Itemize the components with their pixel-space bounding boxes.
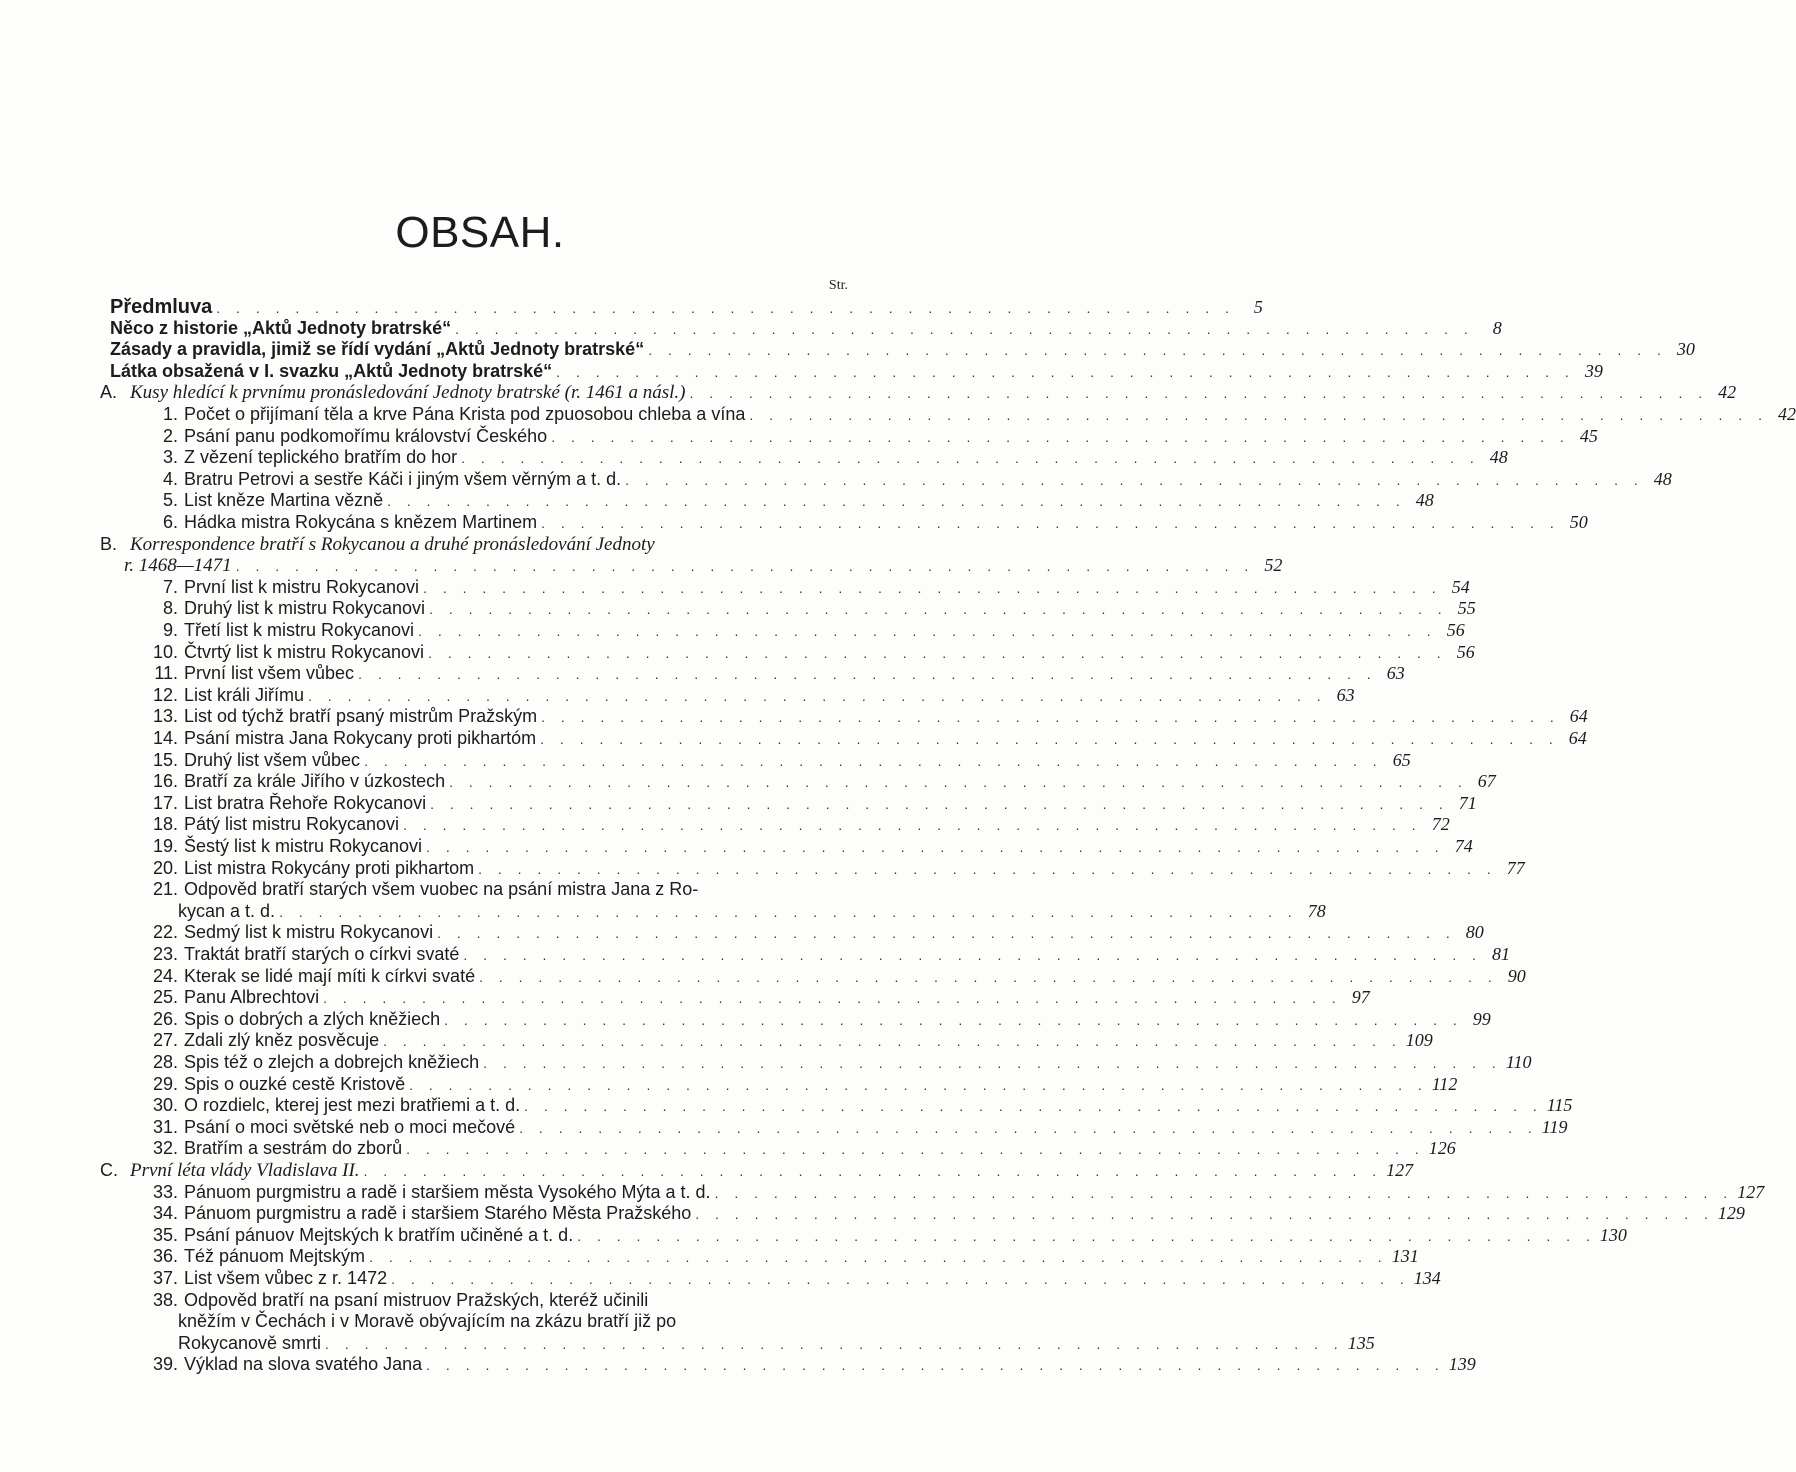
entry-number: 19. [152,836,178,856]
toc-entry [138,879,862,901]
entry-page-number: 67 [1477,771,1496,792]
entry-page-number: 119 [1541,1116,1568,1137]
toc-entry [138,447,1508,469]
entry-page-number: 48 [1415,490,1434,511]
entry-page-number: 131 [1391,1246,1419,1267]
entry-label: Kterak se lidé mají míti k církvi svaté [184,965,476,986]
entry-label: První list všem vůbec [184,663,355,684]
entry-page-number: 97 [1351,987,1370,1008]
entry-number: 4. [162,468,178,489]
page-column-label: Str. [828,278,848,293]
entry-number: 6. [162,512,178,532]
toc-entry [138,900,1326,923]
entry-label: Rokycanově smrti [178,1332,322,1353]
entry-label: Psání pánuov Mejtských k bratřím učiněné a t. d. [184,1224,574,1245]
entry-page-number: 63 [1386,663,1405,684]
leader-dots: . . . . . . . . . . . . . . . . . . . . . . . . . . . . . . . . . . . . . . . . . . . . . . . . . . . . [695,1206,1714,1223]
entry-page-number: 127 [1737,1181,1765,1202]
leader-dots: . . . . . . . . . . . . . . . . . . . . . . . . . . . . . . . . . . . . . . . . . . . . . . . . . . . . [478,860,1497,877]
entry-number: 26. [152,1008,178,1029]
entry-number: C. [100,1160,118,1180]
entry-page-number: 64 [1569,706,1588,727]
entry-number: A. [100,382,118,403]
entry-number: 30. [152,1095,178,1116]
entry-page-number: 48 [1653,468,1672,489]
entry-page-number: 139 [1448,1354,1476,1375]
page-title: OBSAH. [395,208,565,257]
entry-number: 38. [152,1289,178,1310]
entry-label: Spis o ouzké cestě Kristově [184,1073,406,1094]
entry-number: B. [100,533,118,554]
entry-label: Odpověd bratří na psaní mistruov Pražských, kteréž učinili [184,1289,649,1310]
toc-entry [138,944,1511,966]
leader-dots: . . . . . . . . . . . . . . . . . . . . . . . . . . . . . . . . . . . . . . . . . . . . . . . . . . . . [463,947,1483,963]
toc-entry [138,641,1475,664]
toc-entry [138,620,1465,642]
leader-dots: . . . . . . . . . . . . . . . . . . . . . . . . . . . . . . . . . . . . . . . . . . . . . . . . . . . . [541,709,1560,726]
leader-dots: . . . . . . . . . . . . . . . . . . . . . . . . . . . . . . . . . . . . . . . . . . . . . . . . . . . . [479,968,1498,985]
leader-dots: . . . . . . . . . . . . . . . . . . . . . . . . . . . . . . . . . . . . . . . . . . . . . . . . . . . . [383,1033,1402,1050]
entry-label: Psání o moci světské neb o moci mečové [184,1116,516,1137]
leader-dots: . . . . . . . . . . . . . . . . . . . . . . . . . . . . . . . . . . . . . . . . . . . . . . . . . . . . [524,1098,1543,1115]
entry-page-number: 110 [1505,1052,1532,1072]
entry-label: List bratra Řehoře Rokycanovi [184,792,427,813]
entry-number: 36. [152,1246,178,1267]
entry-page-number: 130 [1599,1224,1627,1245]
leader-dots: . . . . . . . . . . . . . . . . . . . . . . . . . . . . . . . . . . . . . . . . . . . . . . . . . . . . [428,644,1447,661]
entry-number: 13. [152,706,178,727]
entry-label: kycan a t. d. [178,900,276,921]
leader-dots: . . . . . . . . . . . . . . . . . . . . . . . . . . . . . . . . . . . . . . . . . . . . . . . . . . . . [363,1163,1383,1179]
toc-section [100,382,1737,404]
entry-page-number: 45 [1579,425,1598,446]
entry-label: První léta vlády Vladislava II. [130,1160,360,1181]
entry-number: 10. [152,641,178,662]
toc-entry [138,857,1525,880]
entry-number: 34. [152,1203,178,1224]
leader-dots: . . . . . . . . . . . . . . . . . . . . . . . . . . . . . . . . . . . . . . . . . . . . . . . . . . . . [426,839,1445,855]
toc-entry [138,1116,1568,1139]
entry-page-number: 50 [1569,512,1588,532]
leader-dots: . . . . . . . . . . . . . . . . . . . . . . . . . . . . . . . . . . . . . . . . . . . . . . . . . . . . [714,1184,1734,1201]
entry-label: Psání panu podkomořímu království Českého [184,425,548,446]
entry-label: Látka obsažená v I. svazku „Aktů Jednoty bratrské“ [110,360,553,381]
entry-label: Hádka mistra Rokycána s knězem Martinem [184,512,538,532]
toc-entry-main [110,296,1263,318]
toc-entry-main [110,360,1603,383]
toc-entry [138,663,1405,685]
leader-dots: . . . . . . . . . . . . . . . . . . . . . . . . . . . . . . . . . . . . . . . . . . . . . . . . . . . . [423,579,1442,596]
toc-entry [138,576,1470,599]
leader-dots: . . . . . . . . . . . . . . . . . . . . . . . . . . . . . . . . . . . . . . . . . . . . . . . . . . . . [358,666,1377,683]
entry-label: Bratří za krále Jiřího v úzkostech [184,771,446,792]
toc-section [100,555,1283,577]
toc-entry [138,1224,1627,1247]
toc-entry [138,425,1598,448]
entry-label: Druhý list všem vůbec [184,749,361,770]
toc-entry [138,1332,1375,1355]
entry-page-number: 99 [1472,1008,1491,1029]
toc-entry [138,1181,1765,1204]
entry-number: 17. [152,792,178,813]
toc-entry [138,468,1672,491]
entry-number: 11. [154,663,178,684]
toc-entry [138,728,1587,750]
entry-label: Pátý list mistru Rokycanovi [184,814,400,835]
entry-label: První list k mistru Rokycanovi [184,576,420,597]
leader-dots: . . . . . . . . . . . . . . . . . . . . . . . . . . . . . . . . . . . . . . . . . . . . . . . . . . . . [364,752,1383,769]
entry-number: 28. [152,1052,178,1072]
entry-page-number: 64 [1568,728,1587,748]
leader-dots: . . . . . . . . . . . . . . . . . . . . . . . . . . . . . . . . . . . . . . . . . . . . . . . . . . . . [406,1141,1425,1158]
entry-page-number: 30 [1676,339,1695,360]
entry-label-line: kněžím v Čechách i v Moravě obývajícím na zkázu bratří již po [178,1311,677,1332]
leader-dots: . . . . . . . . . . . . . . . . . . . . . . . . . . . . . . . . . . . . . . . . . . . . . . . . . . . . [648,342,1667,359]
toc-entry [138,1052,1532,1074]
leader-dots: . . . . . . . . . . . . . . . . . . . . . . . . . . . . . . . . . . . . . . . . . . . . . . . . . . . . [369,1249,1388,1266]
entry-number: 37. [152,1268,178,1288]
toc-entry [138,512,1588,534]
toc-entry [138,706,1588,728]
leader-dots: . . . . . . . . . . . . . . . . . . . . . . . . . . . . . . . . . . . . . . . . . . . . . . . . . . . . [749,407,1768,423]
entry-page-number: 8 [1492,317,1502,338]
leader-dots: . . . . . . . . . . . . . . . . . . . . . . . . . . . . . . . . . . . . . . . . . . . . . . . . . . . . [216,300,1235,316]
entry-page-number: 72 [1431,814,1450,835]
entry-label: r. 1468—1471 [124,555,232,577]
entry-page-number: 109 [1405,1030,1433,1051]
leader-dots: . . . . . . . . . . . . . . . . . . . . . . . . . . . . . . . . . . . . . . . . . . . . . . . . . . . . [323,990,1342,1007]
toc-entry [138,1203,1745,1225]
entry-page-number: 115 [1546,1095,1573,1116]
entry-label: Spis též o zlejch a dobrejch kněžiech [184,1052,480,1072]
entry-label: Výklad na slova svatého Jana [184,1354,423,1375]
leader-dots: . . . . . . . . . . . . . . . . . . . . . . . . . . . . . . . . . . . . . . . . . . . . . . . . . . . . [540,731,1559,747]
leader-dots: . . . . . . . . . . . . . . . . . . . . . . . . . . . . . . . . . . . . . . . . . . . . . . . . . . . . [418,623,1437,639]
leader-dots: . . . . . . . . . . . . . . . . . . . . . . . . . . . . . . . . . . . . . . . . . . . . . . . . . . . . [235,558,1255,575]
entry-label: Též pánuom Mejtským [184,1246,366,1267]
entry-page-number: 56 [1446,620,1465,640]
entry-label: Předmluva [110,296,213,318]
toc-entry [138,1008,1491,1031]
toc-entry [138,814,1450,836]
entry-label: Psání mistra Jana Rokycany proti pikhartóm [184,728,537,748]
entry-label: Korrespondence bratří s Rokycanou a druhé pronásledování Jednoty [130,533,655,555]
entry-number: 15. [152,749,178,770]
leader-dots: . . . . . . . . . . . . . . . . . . . . . . . . . . . . . . . . . . . . . . . . . . . . . . . . . . . . [551,428,1570,445]
entry-number: 39. [152,1354,178,1375]
entry-label: Odpověd bratří starých všem vuobec na psání mistra Jana z Ro- [184,879,699,900]
entry-number: 9. [162,620,178,640]
entry-number: 18. [152,814,178,835]
toc-entry [138,965,1526,988]
entry-page-number: 129 [1717,1203,1745,1224]
entry-number: 14. [152,728,178,748]
leader-dots: . . . . . . . . . . . . . . . . . . . . . . . . . . . . . . . . . . . . . . . . . . . . . . . . . . . . [556,363,1575,380]
toc-entry [138,1246,1419,1268]
entry-number: 12. [152,684,178,705]
leader-dots: . . . . . . . . . . . . . . . . . . . . . . . . . . . . . . . . . . . . . . . . . . . . . . . . . . . . [483,1055,1502,1071]
entry-page-number: 71 [1458,792,1477,813]
toc-entry [138,404,1796,426]
entry-label: Sedmý list k mistru Rokycanovi [184,922,434,943]
toc-entry [138,1073,1458,1096]
toc-entry [138,792,1477,815]
entry-number: 27. [152,1030,178,1051]
leader-dots: . . . . . . . . . . . . . . . . . . . . . . . . . . . . . . . . . . . . . . . . . . . . . . . . . . . . [577,1227,1596,1244]
entry-label: List králi Jiřímu [184,684,305,705]
entry-page-number: 77 [1506,857,1525,878]
entry-page-number: 134 [1413,1268,1441,1288]
entry-page-number: 90 [1507,965,1526,986]
entry-page-number: 48 [1489,447,1508,468]
entry-label: Zdali zlý kněz posvěcuje [184,1030,380,1051]
entry-label: Pánuom purgmistru a radě i staršiem města Vysokého Mýta a t. d. [184,1181,711,1202]
entry-number: 1. [162,404,178,424]
entry-page-number: 78 [1307,900,1326,921]
toc-entry [138,922,1484,944]
toc-entry [138,490,1434,512]
entry-label: Zásady a pravidla, jimiž se řídí vydání „Aktů Jednoty bratrské“ [110,339,645,360]
entry-label: Traktát bratří starých o církvi svaté [184,944,460,964]
entry-number: 29. [152,1073,178,1094]
entry-number: 25. [152,987,178,1008]
entry-label: Druhý list k mistru Rokycanovi [184,598,426,619]
toc-entry [138,598,1476,620]
toc-section [100,534,862,556]
leader-dots: . . . . . . . . . . . . . . . . . . . . . . . . . . . . . . . . . . . . . . . . . . . . . . . . . . . . [325,1335,1344,1352]
entry-number: 20. [152,857,178,878]
entry-label: Třetí list k mistru Rokycanovi [184,620,415,640]
entry-page-number: 65 [1392,749,1411,770]
entry-number: 5. [162,490,178,511]
entry-number: 32. [152,1138,178,1159]
entry-label: List všem vůbec z r. 1472 [184,1268,388,1288]
toc-entry [138,771,1496,793]
leader-dots: . . . . . . . . . . . . . . . . . . . . . . . . . . . . . . . . . . . . . . . . . . . . . . . . . . . . [625,471,1644,488]
entry-page-number: 52 [1264,555,1283,576]
entry-label: List od týchž bratří psaný mistrům Pražským [184,706,538,727]
entry-label: Šestý list k mistru Rokycanovi [184,836,423,856]
entry-label: Počet o přijímaní těla a krve Pána Krista pod zpuosobou chleba a vína [184,404,746,424]
entry-label: Spis o dobrých a zlých kněžiech [184,1008,441,1029]
leader-dots: . . . . . . . . . . . . . . . . . . . . . . . . . . . . . . . . . . . . . . . . . . . . . . . . . . . . [426,1357,1445,1374]
entry-page-number: 63 [1336,684,1355,705]
entry-page-number: 74 [1454,836,1473,856]
leader-dots: . . . . . . . . . . . . . . . . . . . . . . . . . . . . . . . . . . . . . . . . . . . . . . . . . . . . [279,903,1298,920]
toc-entry [138,1095,1573,1117]
toc-entry [138,1290,862,1312]
leader-dots: . . . . . . . . . . . . . . . . . . . . . . . . . . . . . . . . . . . . . . . . . . . . . . . . . . . . [541,515,1560,531]
leader-dots: . . . . . . . . . . . . . . . . . . . . . . . . . . . . . . . . . . . . . . . . . . . . . . . . . . . . [387,493,1406,510]
leader-dots: . . . . . . . . . . . . . . . . . . . . . . . . . . . . . . . . . . . . . . . . . . . . . . . . . . . . [519,1119,1538,1136]
toc-entry [138,684,1355,707]
entry-label: Čtvrtý list k mistru Rokycanovi [184,641,425,662]
leader-dots: . . . . . . . . . . . . . . . . . . . . . . . . . . . . . . . . . . . . . . . . . . . . . . . . . . . . [437,925,1456,942]
entry-label: List mistra Rokycány proti pikhartom [184,857,475,878]
toc-entry [138,1138,1456,1160]
entry-page-number: 112 [1431,1073,1458,1094]
entry-page-number: 39 [1584,360,1603,381]
leader-dots: . . . . . . . . . . . . . . . . . . . . . . . . . . . . . . . . . . . . . . . . . . . . . . . . . . . . [429,601,1448,618]
leader-dots: . . . . . . . . . . . . . . . . . . . . . . . . . . . . . . . . . . . . . . . . . . . . . . . . . . . . [455,320,1474,337]
leader-dots: . . . . . . . . . . . . . . . . . . . . . . . . . . . . . . . . . . . . . . . . . . . . . . . . . . . . [409,1076,1428,1093]
entry-label: O rozdielc, kterej jest mezi bratřiemi a t. d. [184,1095,521,1116]
entry-label: Něco z historie „Aktů Jednoty bratrské“ [110,317,452,338]
entry-page-number: 80 [1465,922,1484,943]
toc-section [100,1160,1414,1182]
leader-dots: . . . . . . . . . . . . . . . . . . . . . . . . . . . . . . . . . . . . . . . . . . . . . . . . . . . . [308,687,1327,704]
leader-dots: . . . . . . . . . . . . . . . . . . . . . . . . . . . . . . . . . . . . . . . . . . . . . . . . . . . . [391,1271,1410,1287]
entry-number: 21. [152,879,178,900]
entry-number: 33. [152,1181,178,1202]
toc-entry [138,1030,1433,1052]
entry-number: 3. [162,447,178,468]
leader-dots: . . . . . . . . . . . . . . . . . . . . . . . . . . . . . . . . . . . . . . . . . . . . . . . . . . . . [449,774,1468,791]
toc-entry [138,1354,1476,1376]
leader-dots: . . . . . . . . . . . . . . . . . . . . . . . . . . . . . . . . . . . . . . . . . . . . . . . . . . . . [430,795,1449,812]
entry-number: 23. [152,944,178,964]
entry-page-number: 42 [1777,404,1796,424]
toc-entry [138,749,1411,772]
entry-page-number: 56 [1456,641,1475,662]
entry-number: 7. [162,576,178,597]
toc-entry [138,987,1370,1009]
entry-number: 2. [162,425,178,446]
toc-entry-main [110,317,1502,340]
entry-page-number: 81 [1492,944,1511,964]
entry-label: Pánuom purgmistru a radě i staršiem Starého Města Pražského [184,1203,692,1224]
entry-label: Z vězení teplického bratřím do hor [184,447,458,468]
entry-label: Bratru Petrovi a sestře Káči i jiným všem věrným a t. d. [184,468,622,489]
entry-page-number: 5 [1253,297,1263,317]
leader-dots: . . . . . . . . . . . . . . . . . . . . . . . . . . . . . . . . . . . . . . . . . . . . . . . . . . . . [403,817,1422,834]
entry-page-number: 54 [1451,576,1470,597]
leader-dots: . . . . . . . . . . . . . . . . . . . . . . . . . . . . . . . . . . . . . . . . . . . . . . . . . . . . [461,450,1480,467]
entry-number: 24. [152,965,178,986]
entry-label: List kněze Martina vězně [184,490,384,511]
entry-number: 8. [162,598,178,619]
leader-dots: . . . . . . . . . . . . . . . . . . . . . . . . . . . . . . . . . . . . . . . . . . . . . . . . . . . . [689,385,1709,402]
toc-entry-main [110,339,1695,361]
entry-number: 31. [152,1116,178,1137]
entry-page-number: 126 [1428,1138,1456,1159]
entry-number: 16. [152,771,178,792]
toc-entry [138,1268,1441,1290]
entry-label: Panu Albrechtovi [184,987,320,1008]
entry-page-number: 135 [1347,1332,1375,1353]
entry-number: 35. [152,1224,178,1245]
entry-label: Kusy hledící k prvnímu pronásledování Jednoty bratrské (r. 1461 a násl.) [130,382,686,404]
toc-entry [138,836,1473,858]
entry-label: Bratřím a sestrám do zborů [184,1138,403,1159]
leader-dots: . . . . . . . . . . . . . . . . . . . . . . . . . . . . . . . . . . . . . . . . . . . . . . . . . . . . [444,1011,1463,1028]
entry-number: 22. [152,922,178,943]
entry-page-number: 42 [1718,382,1737,403]
entry-page-number: 55 [1457,598,1476,619]
entry-page-number: 127 [1386,1160,1414,1180]
